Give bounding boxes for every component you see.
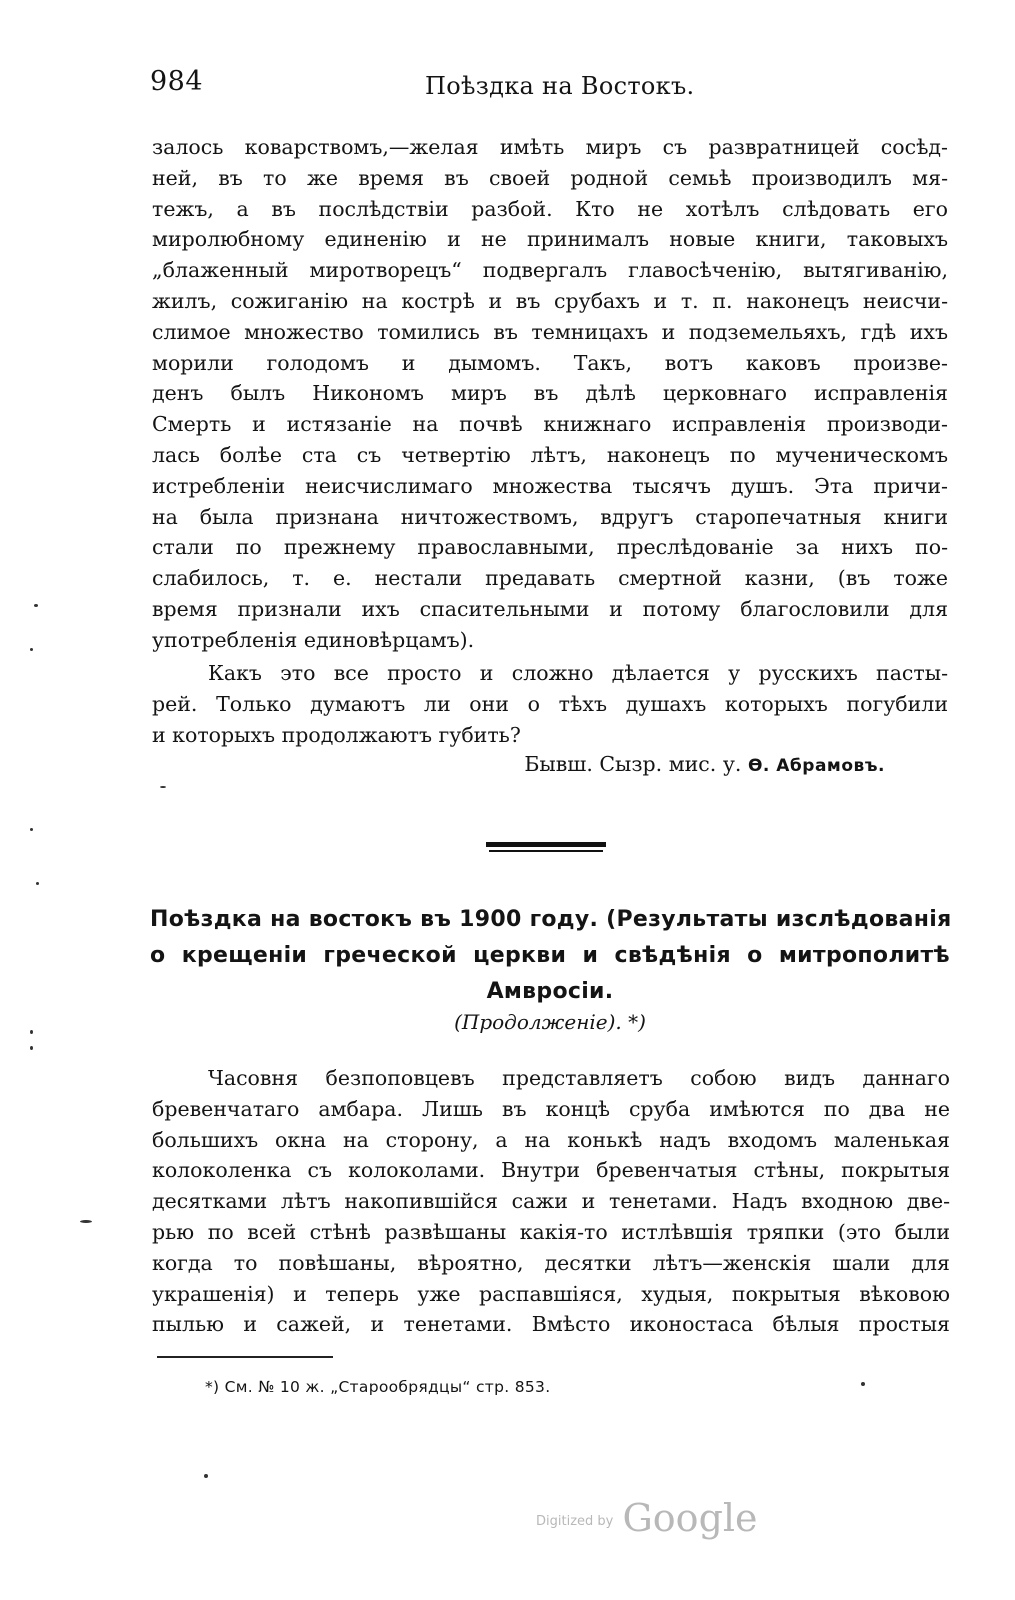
text-line: ней, въ то же время въ своей родной семьѣ производилъ мя- <box>152 165 948 190</box>
text-line: лась болѣе ста съ четвертію лѣтъ, наконецъ по мученическомъ <box>152 442 948 467</box>
page-header <box>150 66 949 110</box>
signature-prefix: Бывш. Сызр. мис. у. <box>524 752 742 776</box>
text-line: залось коварствомъ,—желая имѣть миръ съ развратницей сосѣд- <box>152 135 948 159</box>
scan-speck <box>30 828 33 831</box>
text-line: Часовня безпоповцевъ представляетъ собою видъ даннаго <box>208 1066 950 1090</box>
text-line: колоколенка съ колоколами. Внутри бревенчатыя стѣны, покрытыя <box>152 1158 950 1183</box>
text-line: слимое множество томились въ темницахъ и подземельяхъ, гдѣ ихъ <box>152 319 948 344</box>
text-line: истребленіи неисчислимаго множества тысячъ душъ. Эта причи- <box>152 473 948 498</box>
scan-speck <box>36 882 39 885</box>
text-line: Какъ это все просто и сложно дѣлается у русскихъ пасты- <box>208 661 948 685</box>
section-divider <box>486 842 606 856</box>
scan-speck <box>34 604 38 607</box>
text-line: когда то повѣшаны, вѣроятно, десятки лѣтъ—женскія шали для <box>152 1250 950 1275</box>
paragraph-continuation <box>152 132 948 656</box>
text-line: десятками лѣтъ накопившійся сажи и тенетами. Надъ входною две- <box>152 1189 950 1214</box>
divider-thick-bar <box>486 842 606 847</box>
text-line: время признали ихъ спасительными и потому благословили для <box>152 596 948 621</box>
title-line: Амвросіи. <box>486 979 614 1004</box>
author-signature <box>0 752 885 776</box>
text-line: и которыхъ продолжаютъ губить? <box>152 722 521 747</box>
text-line: миролюбному единенію и не принималъ новые книги, таковыхъ <box>152 227 948 252</box>
scan-speck <box>30 648 33 651</box>
text-line: пылью и сажей, и тенетами. Вмѣсто иконостаса бѣлыя простыя <box>152 1312 950 1337</box>
google-logo: Google <box>622 1496 758 1540</box>
scan-speck <box>30 1030 33 1034</box>
paragraph-conclusion <box>152 658 948 750</box>
continued-note: (Продолженіе). *) <box>454 1010 646 1034</box>
text-line: рей. Только думаютъ ли они о тѣхъ душахъ которыхъ погубили <box>152 691 948 716</box>
text-line: денъ былъ Никономъ миръ въ дѣлѣ церковнаго исправленія <box>152 381 948 406</box>
footnote: *) См. № 10 ж. „Старообрядцы“ стр. 853. <box>205 1378 551 1396</box>
watermark-prefix: Digitized by <box>536 1514 614 1529</box>
title-line: о крещеніи греческой церкви и свѣдѣнія о митрополитѣ <box>150 943 950 968</box>
page-number: 984 <box>150 66 204 97</box>
text-line: украшенія) и теперь уже распавшіяся, худыя, покрытыя вѣковою <box>152 1281 950 1306</box>
article-title <box>150 902 950 1010</box>
text-line: жилъ, сожиганію на кострѣ и въ срубахъ и т. п. наконецъ неисчи- <box>152 288 948 313</box>
scan-speck <box>861 1382 865 1386</box>
text-line: употребленія единовѣрцамъ). <box>152 627 475 652</box>
scan-speck <box>204 1474 208 1478</box>
running-title: Поѣздка на Востокъ. <box>425 72 695 100</box>
digitization-watermark <box>536 1496 758 1540</box>
text-line: тежъ, а въ послѣдствіи разбой. Кто не хотѣлъ слѣдовать его <box>152 196 948 221</box>
text-line: на была признана ничтожествомъ, вдругъ старопечатныя книги <box>152 504 948 529</box>
text-line: слабилось, т. е. нестали предавать смертной казни, (въ тоже <box>152 566 948 591</box>
footnote-rule <box>157 1356 333 1358</box>
scan-speck <box>160 786 166 788</box>
scan-speck <box>80 1220 92 1223</box>
text-line: Смерть и истязаніе на почвѣ книжнаго исправленія производи- <box>152 412 948 437</box>
title-line: Поѣздка на востокъ въ 1900 году. (Результаты изслѣдованія <box>150 907 952 932</box>
text-line: бревенчатаго амбара. Лишь въ концѣ сруба имѣются по два не <box>152 1096 950 1121</box>
text-line: рью по всей стѣнѣ развѣшаны какія-то истлѣвшія тряпки (это были <box>152 1219 950 1244</box>
article-paragraph <box>152 1063 950 1340</box>
text-line: стали по прежнему православными, преслѣдованіе за нихъ по- <box>152 535 948 560</box>
text-line: большихъ окна на сторону, а на конькѣ надъ входомъ маленькая <box>152 1127 950 1152</box>
signature-name: Ѳ. Абрамовъ. <box>747 756 885 776</box>
scan-speck <box>30 1046 33 1050</box>
text-line: „блаженный миротворецъ“ подвергалъ главосѣченію, вытягиванію, <box>152 258 948 283</box>
text-line: морили голодомъ и дымомъ. Такъ, вотъ каковъ произве- <box>152 350 948 375</box>
divider-thin-bar <box>489 850 603 852</box>
